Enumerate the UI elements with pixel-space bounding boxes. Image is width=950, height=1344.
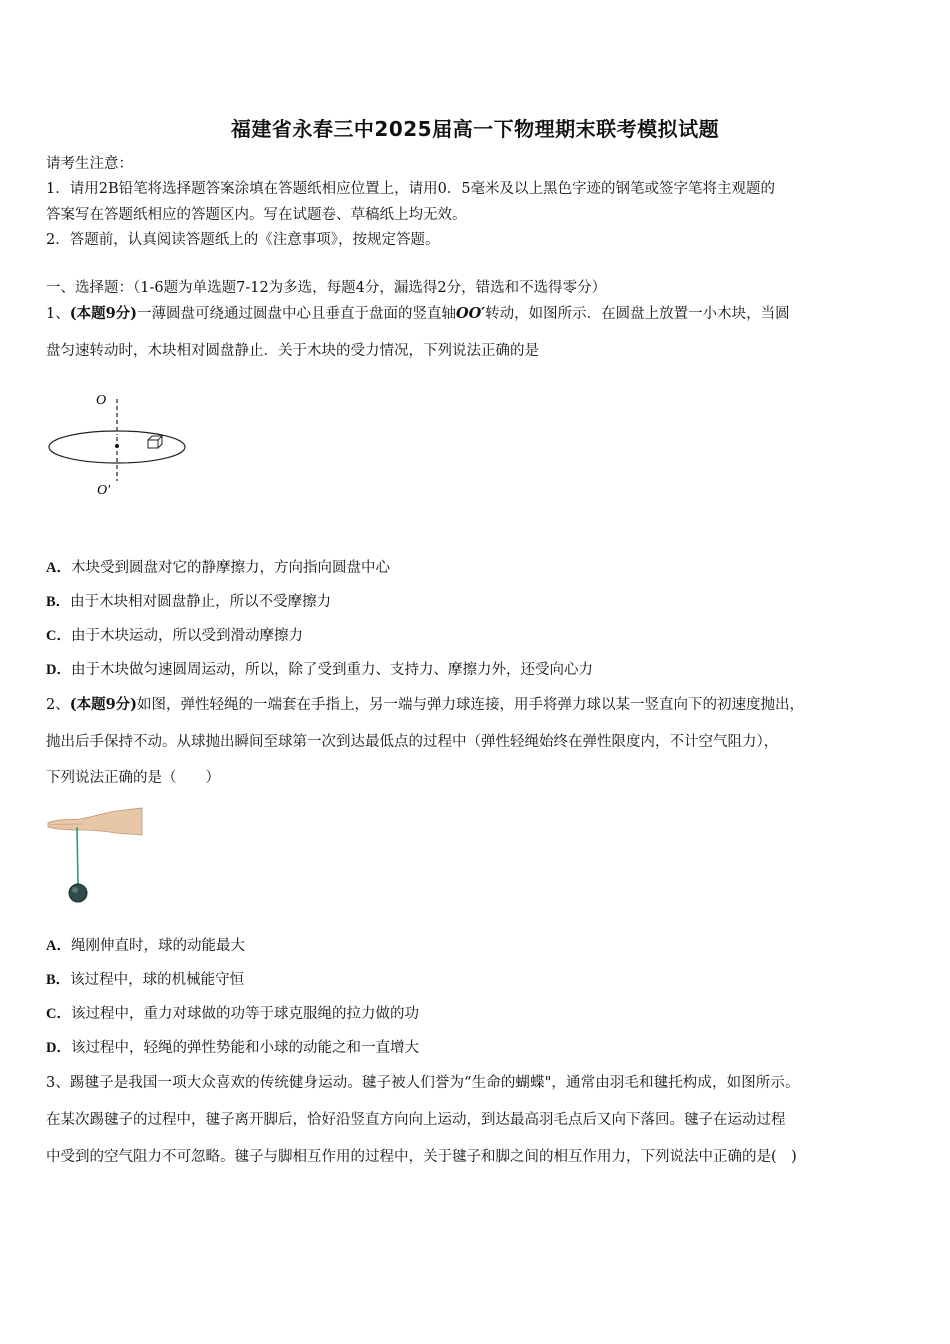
- wood-block-icon: [148, 436, 162, 448]
- q2-option-c-text: 该过程中，重力对球做的功等于球克服绳的拉力做的功: [70, 1006, 419, 1022]
- question-2-text: 如图，弹性轻绳的一端套在手指上，另一端与弹力球连接，用手将弹力球以某一竖直向下的初速度抛出，: [137, 697, 805, 713]
- q2-option-c: [46, 1002, 419, 1023]
- q1-option-b: [46, 590, 331, 611]
- question-1-text-a: 一薄圆盘可绕通过圆盘中心且垂直于盘面的竖直轴: [137, 306, 457, 322]
- yoyo-ball-figure: [46, 805, 146, 910]
- q2-option-a-letter: A．: [46, 938, 71, 954]
- q2-option-b: [46, 968, 244, 989]
- q1-option-c-text: 由于木块运动，所以受到滑动摩擦力: [70, 628, 303, 644]
- notice-line-1: 1．请用2B铅笔将选择题答案涂填在答题纸相应位置上，请用0．5毫米及以上黑色字迹的钢笔或签字笔将主观题的: [46, 181, 776, 197]
- page-title: 福建省永春三中2025届高一下物理期末联考模拟试题: [230, 117, 720, 141]
- q2-option-d-letter: D．: [46, 1040, 71, 1056]
- question-3-line-2: 在某次踢毽子的过程中，毽子离开脚后，恰好沿竖直方向向上运动，到达最高羽毛点后又向下落回。毽子在运动过程: [46, 1112, 786, 1128]
- q1-option-d-letter: D．: [46, 662, 71, 678]
- notice-heading: 请考生注意：: [46, 156, 133, 172]
- disk-center-dot: [115, 444, 119, 448]
- q2-option-d: [46, 1036, 419, 1057]
- axis-top-label: O: [96, 393, 107, 408]
- question-2-line-2: 抛出后手保持不动。从球抛出瞬间至球第一次到达最低点的过程中（弹性轻绳始终在弹性限度内，不计空气阻力），: [46, 734, 779, 750]
- question-3-line-3: 中受到的空气阻力不可忽略。毽子与脚相互作用的过程中，关于毽子和脚之间的相互作用力，下列说法中正确的是( ): [46, 1149, 797, 1165]
- q2-option-c-letter: C．: [46, 1006, 71, 1022]
- rotating-disk-figure: [40, 385, 200, 500]
- q2-option-b-letter: B．: [46, 972, 71, 988]
- question-2-score: (本题9分): [69, 696, 138, 713]
- ball-highlight: [72, 887, 78, 893]
- q1-option-c-letter: C．: [46, 628, 71, 644]
- question-3-line-1: 3、踢毽子是我国一项大众喜欢的传统健身运动。毽子被人们誉为“生命的蝴蝶"，通常由羽毛和毽托构成，如图所示。: [46, 1075, 800, 1091]
- question-1-line-1: [46, 302, 790, 323]
- q1-option-a: [46, 556, 390, 577]
- q1-option-a-letter: A．: [46, 560, 71, 576]
- q1-option-c: [46, 624, 303, 645]
- section-heading: 一、选择题：（1-6题为单选题7-12为多选，每题4分，漏选得2分，错选和不选得零分）: [46, 280, 607, 296]
- hand-icon: [48, 808, 142, 835]
- q2-option-b-text: 该过程中，球的机械能守恒: [70, 972, 245, 988]
- notice-line-2: 答案写在答题纸相应的答题区内。写在试题卷、草稿纸上均无效。: [46, 207, 467, 223]
- question-1-line-2: 盘匀速转动时，木块相对圆盘静止．关于木块的受力情况，下列说法正确的是: [46, 343, 539, 359]
- q2-option-d-text: 该过程中，轻绳的弹性势能和小球的动能之和一直增大: [70, 1040, 419, 1056]
- question-2-line-1: [46, 693, 804, 714]
- q2-option-a-text: 绳刚伸直时，球的动能最大: [70, 938, 245, 954]
- question-1-number: 1、: [46, 306, 70, 322]
- elastic-cord: [77, 827, 78, 885]
- q1-option-d-text: 由于木块做匀速圆周运动，所以，除了受到重力、支持力、摩擦力外，还受向心力: [70, 662, 593, 678]
- question-1-score: (本题9分): [69, 305, 138, 322]
- q1-option-b-text: 由于木块相对圆盘静止，所以不受摩擦力: [70, 594, 332, 610]
- notice-line-3: 2．答题前，认真阅读答题纸上的《注意事项》，按规定答题。: [46, 232, 440, 248]
- q1-option-a-text: 木块受到圆盘对它的静摩擦力，方向指向圆盘中心: [70, 560, 390, 576]
- q1-option-d: [46, 658, 593, 679]
- q1-option-b-letter: B．: [46, 594, 71, 610]
- question-2-number: 2、: [46, 697, 70, 713]
- q2-option-a: [46, 934, 245, 955]
- axis-bottom-label: O′: [97, 483, 111, 498]
- question-1-text-b: 转动，如图所示．在圆盘上放置一小木块，当圆: [485, 306, 790, 322]
- question-2-line-3: 下列说法正确的是（ ）: [46, 770, 220, 786]
- question-1-axis: OO′: [456, 305, 486, 322]
- ball-icon: [69, 884, 87, 902]
